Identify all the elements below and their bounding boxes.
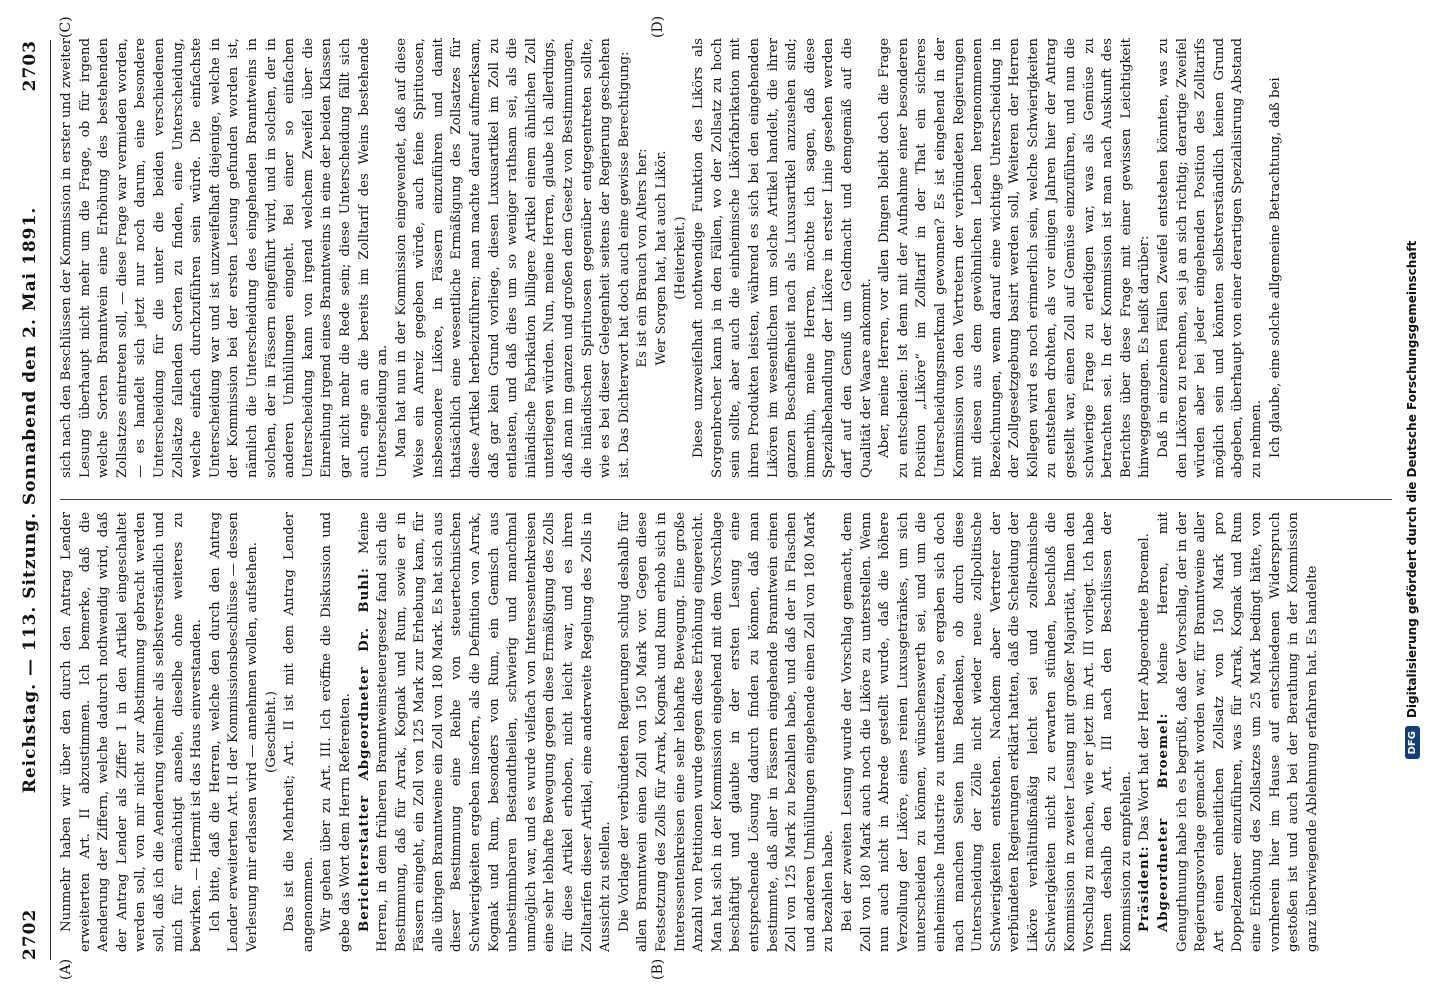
paragraph: Das ist die Mehrheit; Art. II ist mit dem Antrag Lender angenommen. xyxy=(282,512,316,952)
paragraph: Bei der zweiten Lesung wurde der Vorschlag gemacht, dem Zoll von 180 Mark auch noch die Likörе zu unterstellen. Wenn nun auch nicht in Abrede gestellt wurde, daß die höhere Verzollung der Liköre, eines reinen Luxusgetränkes, um sich unterscheiden zu können, wünschenswerth sei, und um die einheimische Industrie zu unterstützen, so ergaben sich doch nach manchen Seiten hin Bedenken, ob durch diese Unterscheidung der Zölle nicht wieder neue zollpolitische Schwierigkeiten entstehen. Nachdem aber Vertreter der verbündeten Regierungen erklärt hatten, daß die Scheidung der Liköre verhältnißmäßig leicht sei und zolltechnische Schwierigkeiten nicht zu erwarten stünden, beschloß die Kommission in zweiter Lesung mit großer Majorität, Ihnen den Vorschlag zu machen, wie er jetzt im Art. III vorliegt. Ich habe Ihnen deshalb den Art. III nach den Beschlüssen der Kommission zu empfehlen. xyxy=(839,512,1134,952)
paragraph: Ich bitte, daß die Herren, welche den durch den Antrag Lender erweiterten Art. II der Kommissionsbeschlüsse — dessen Verlesung mir erlassen wird — annehmen wollen, aufstehen. xyxy=(207,512,260,952)
paragraph: Die Vorlage der verbündeten Regierungen schlug deshalb für allen Branntwein einen Zoll von 150 Mark vor. Gegen diese Festsetzung des Zolls für Arrak, Kognak und Rum erhob sich in Interessentenkreisen eine sehr lebhafte Bewegung. Eine große Anzahl von Petitionen wurde gegen diese Erhöhung eingereicht. Man hat sich in der Kommission eingehend mit dem Vorschlage beschäftigt und glaubte in der ersten Lesung eine entsprechende Lösung dadurch finden zu können, daß man bestimmte, daß aller in Fässern eingehende Branntwein einen Zoll von 125 Mark zu bezahlen habe, und daß der in Flaschen und anderen Umhüllungen eingehende einen Zoll von 180 Mark zu bezahlen habe. xyxy=(616,512,837,952)
margin-marker-c: (C) xyxy=(58,16,74,38)
speaker-name: Präsident: xyxy=(1137,845,1153,932)
text-column-left xyxy=(58,512,1322,952)
digitization-credit xyxy=(1400,0,1424,1000)
paragraph: Wir gehen über zu Art. III. Ich eröffne die Diskussion und gebe das Wort dem Herrn Referenten. xyxy=(319,512,353,952)
header-rule xyxy=(50,40,51,960)
verse-line: Wer Sorgen hat, hat auch Likör. xyxy=(654,150,669,366)
paragraph: Aber, meine Herren, vor allen Dingen bleibt doch die Frage zu entscheiden: Ist denn mit der Aufnahme einer besonderen Position „Liköre“ im Zolltarif in der That ein sicheres Unterscheidungsmerkmal gewonnen? Es ist eingehend in der Kommission von den Vertretern der verbündeten Regierungen mit diesen aus dem gewöhnlichen Leben hergenommenen Bezeichnungen, wenn darauf eine wichtige Unterscheidung in der Zollgesetzgebung basirt werden soll, Weiteren der Herren Kollegen wird es noch erinnerlich sein, welche Schwierigkeiten zu entstehen drohten, als vor einigen Jahren hier der Antrag gestellt war, einen Zoll auf Gemüse einzuführen, und nun die schwierige Frage zu erledigen war, was als Gemüse zu betrachten sei. In der Kommission ist man nach Auskunft des Berichtes über diese Frage mit einer gewissen Leichtigkeit hinweggegangen. Es heißt darüber: xyxy=(877,38,1153,478)
speaker-name: Berichterstatter Abgeordneter Dr. Buhl: xyxy=(356,567,372,932)
paragraph: Man hat nun in der Kommission eingewendet, daß auf diese Weise ein Anreiz gegeben würde, auch feine Spirituosen, insbesondere Liköre, in Fässern einzuführen und damit thatsächlich eine wesentliche Ermäßigung des Zollsatzes für diese Artikel herbeizuführen; man machte darauf aufmerksam, daß gar kein Grund vorliege, diesen Luxusartikel im Zoll zu entlasten, und daß dies um so weniger rathsam sei, als die inländische Fabrikation billigere Artikel einem ähnlichen Zoll unterliegen würden. Nun, meine Herren, glaube ich allerdings, daß man im ganzen und großen dem Gesetz von Bestimmungen, die inländischen Spirituosen gegenüber entgegentreten sollte, wie es bei dieser Gelegenheit seitens der Regierung geschehen ist. Das Dichterwort hat doch auch eine gewisse Berechtigung: xyxy=(393,38,632,478)
column-divider xyxy=(60,499,1392,500)
paragraph: Diese unzweifelhaft nothwendige Funktion des Likörs als Sorgenbrecher kann ja in den Fällen, wo der Zollsatz zu hoch sein sollte, aber auch die einheimische Likörfabrikation mit ihren Produkten leisten, während es sich bei den eingehenden Likören im wesentlichen um solche Artikel handelt, die ihrer ganzen Beschaffenheit nach als Luxusartikel anzusehen sind; immerhin, meine Herren, möchte ich sagen, daß diese Spezialbehandlung der Liköre in erster Linie gesehen werden darf auf den Genuß um Geldmacht und demgemäß auf die Qualität der Waare ankommt. xyxy=(691,38,874,478)
speech-paragraph: Präsident: Das Wort hat der Herr Abgeordnete Broemel. xyxy=(1137,533,1153,932)
interjection: (Geschieht.) xyxy=(263,691,279,773)
credit-text: Digitalisierung gefördert durch die Deutsche Forschungsgemeinschaft xyxy=(1405,240,1419,719)
interjection: (Heiterkeit.) xyxy=(672,216,688,300)
margin-marker-d: (D) xyxy=(650,15,666,38)
paragraph: sich nach den Beschlüssen der Kommission in erster und zweiter Lesung überhaupt nicht mehr um die Frage, ob für irgend welche Sorten Branntwein eine Erhöhung des bestehenden Zollsatzes eintreten soll, — diese Frage war vermieden worden, — es handelt sich jetzt nur noch darum, eine besondere Unterscheidung für die unter die beiden verschiedenen Zollsätze fallenden Sorten zu finden, eine Unterscheidung, welche einfach durchzuführen sein würde. Die einfachste Unterscheidung war und ist unzweifelhaft diejenige, welche in der Kommission bei der ersten Lesung gefunden worden ist, nämlich die Unterscheidung des eingehenden Branntweins in solchen, der in Fässern eingeführt wird, und in solchen, der in anderen Umhüllungen eingeht. Bei einer so einfachen Unterscheidung kann von irgend welchem Zweifel über die Einreihung irgend eines Branntweins in eine der beiden Klassen gar nicht mehr die Rede sein; diese Unterscheidung fällt sich auch enge an die bereits im Zolltarif des Weins bestehende Unterscheidung an. xyxy=(59,38,391,478)
verse-line: Es ist ein Brauch von Alters her: xyxy=(635,148,651,368)
speaker-name: Abgeordneter Broemel: xyxy=(1156,712,1172,932)
speech-paragraph: Berichterstatter Abgeordneter Dr. Buhl: Meine Herren, in dem früheren Branntweinsteuergesetz fand sich die Bestimmung, daß für Arrak, Kognak und Rum, sowie er in Fässern eingeht, ein Zoll von 125 Mark zur Erhebung kam, für alle übrigen Branntweine ein Zoll von 180 Mark. Es hat sich aus dieser Bestimmung eine Reihe von steuertechnischen Schwierigkeiten ergeben insofern, als die Definition von Arrak, Kognak und Rum, besonders von Rum, ein Gemisch aus unbestimmbaren Bestandtheilen, schwierig und manchmal unmöglich war, und es wurde vielfach von Interessentenkreisen eine sehr lebhafte Bewegung gegen diese Ermäßigung des Zolls für diese Artikel erhoben, nicht leicht war, und es ihren Zolltarifen dieser Artikel, eine anderweite Regelung des Zolls in Aussicht zu stellen. xyxy=(356,512,614,952)
paragraph: Nunmehr haben wir über den durch den Antrag Lender erweiterten Art. II abzustimmen. Ich bemerke, daß die Aenderung der Ziffern, welche dadurch nothwendig wird, daß der Antrag Lender als Ziffer 1 in den Artikel eingeschaltet werden soll, von mir nicht zur Abstimmung gebracht werden soll, daß ich die Aenderung vielmehr als selbstverständlich und mich für ermächtigt ansehe, dieselbe ohne weiteres zu bewirken. — Hiermit ist das Haus einverstanden. xyxy=(59,512,205,952)
paragraph: Ich glaube, eine solche allgemeine Betrachtung, daß bei xyxy=(1267,77,1283,458)
margin-marker-a: (A) xyxy=(58,958,74,980)
text-column-right xyxy=(58,38,1285,478)
dfg-logo: DFG xyxy=(1405,726,1420,759)
margin-marker-b: (B) xyxy=(650,958,666,980)
page-number-right: 2703 xyxy=(20,40,40,92)
page-number-left: 2702 xyxy=(20,908,40,960)
quotation: Daß in einzelnen Fällen Zweifel entstehen könnten, was zu den Likören zu rechnen, sei ja an sich richtig; derartige Zweifel würden aber bei jeder eingehenden Position des Zolltarifs möglich sein und könnten selbstverständlich keinen Grund abgeben, überhaupt von einer derartigen Spezialisirung Abstand zu nehmen. xyxy=(1156,38,1264,478)
running-head: Reichstag. — 113. Sitzung. Sonnabend den 2. Mai 1891. xyxy=(20,206,40,794)
speech-paragraph: Abgeordneter Broemel: Meine Herren, mit Genugthuung habe ich es begrüßt, daß der Vorschlag, der in der Regierungsvorlage gemacht worden war, für Branntweine aller Art einen einheitlichen Zollsatz von 150 Mark pro Doppelzentner einzuführen, was für Arrak, Kognak und Rum eine Erhöhung des Zollsatzes um 25 Mark bedingt hätte, von vornherein hier im Hause auf entschiedenen Widerspruch gestoßen ist und auch bei der Berathung in der Kommission ganz überwiegende Ablehnung erfahren hat. Es handelte xyxy=(1156,512,1320,952)
page-header xyxy=(18,40,42,960)
